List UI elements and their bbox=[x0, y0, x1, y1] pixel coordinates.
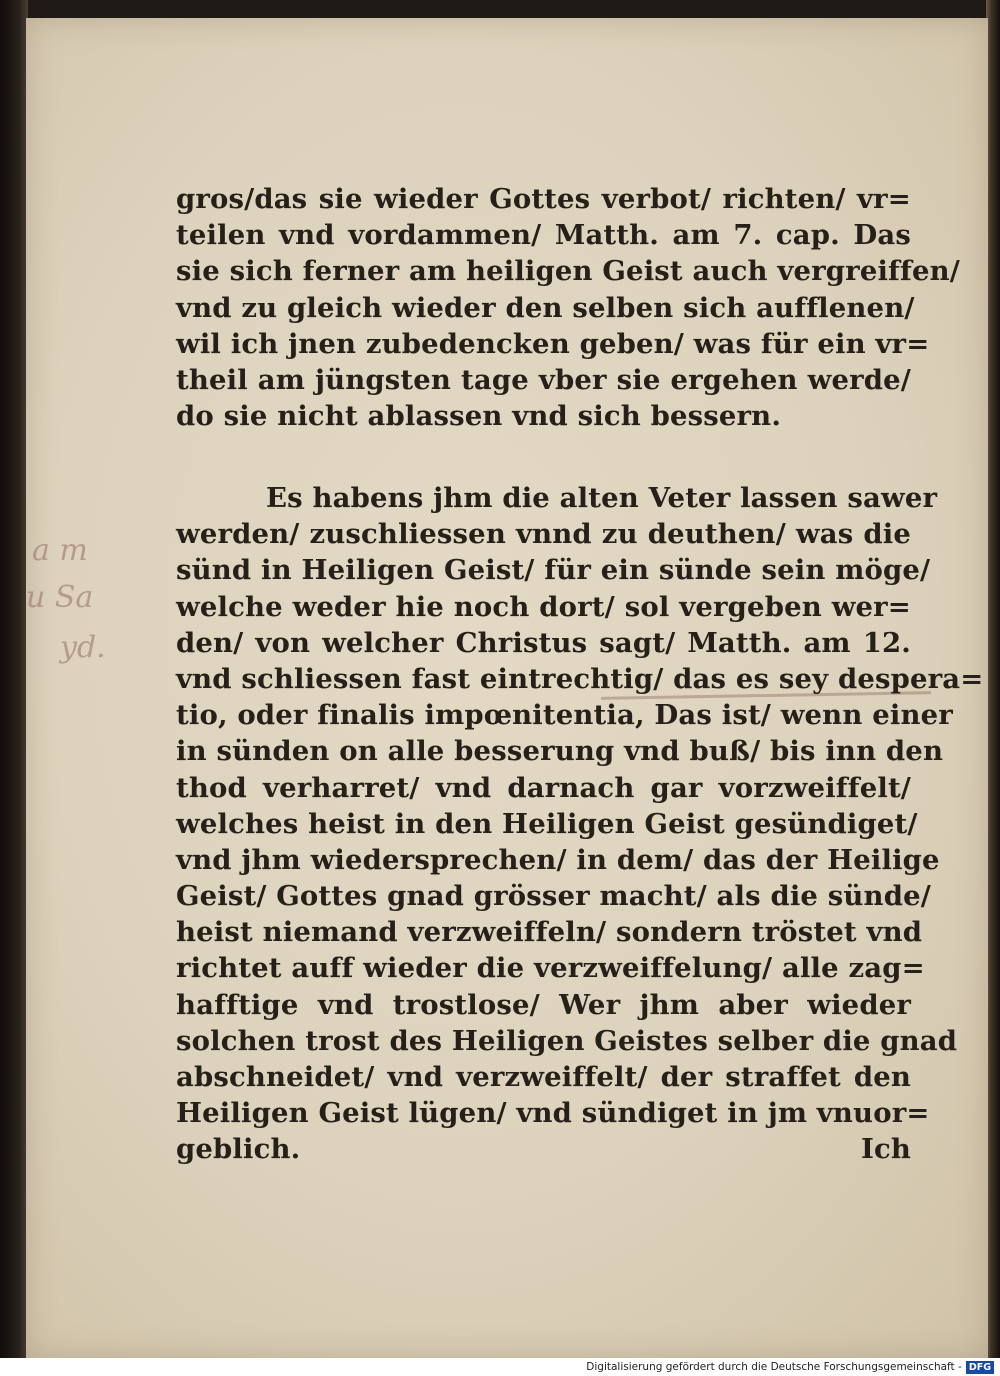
text-line: theil am jüngsten tage vber sie ergehen werde/ bbox=[176, 363, 911, 396]
text-line: sünd in Heiligen Geist/ für ein sünde sein möge/ bbox=[176, 554, 931, 587]
dfg-logo: DFG bbox=[966, 1361, 994, 1374]
text-line: hafftige vnd trostlose/ Wer jhm aber wieder bbox=[176, 988, 911, 1021]
scan-edge-right bbox=[986, 0, 1000, 1360]
text-line: werden/ zuschliessen vnnd zu deuthen/ was die bbox=[176, 518, 911, 551]
margin-handwriting-1: a m bbox=[32, 533, 88, 568]
text-line: sie sich ferner am heiligen Geist auch vergreiffen/ bbox=[176, 255, 961, 288]
catchword: Ich bbox=[860, 1133, 911, 1166]
text-line: tio, oder finalis impœnitentia, Das ist/ wenn einer bbox=[176, 699, 953, 732]
digitization-footer bbox=[0, 1358, 1000, 1376]
text-line: vnd schliessen fast eintrechtig/ das es sey despera= bbox=[176, 662, 984, 695]
text-line: gros/das sie wieder Gottes verbot/ richten/ vr= bbox=[176, 183, 911, 215]
text-line: den/ von welcher Christus sagt/ Matth. am 12. bbox=[176, 626, 911, 659]
book-page bbox=[26, 18, 988, 1358]
text-line: geblich. bbox=[176, 1133, 301, 1166]
text-line: Geist/ Gottes gnad grösser macht/ als die sünde/ bbox=[176, 880, 931, 913]
paragraph-2 bbox=[176, 480, 984, 1168]
text-line: heist niemand verzweiffeln/ sondern tröstet vnd bbox=[176, 916, 923, 949]
footer-credit: Digitalisierung gefördert durch die Deutsche Forschungsgemeinschaft - bbox=[586, 1361, 962, 1373]
text-line: in sünden on alle besserung vnd buß/ bis inn den bbox=[176, 735, 944, 768]
text-line: abschneidet/ vnd verzweiffelt/ der straffet den bbox=[176, 1061, 911, 1093]
text-line: welches heist in den Heiligen Geist gesündiget/ bbox=[176, 807, 918, 840]
text-line: vnd jhm wiedersprechen/ in dem/ das der Heilige bbox=[176, 843, 940, 876]
text-line: thod verharret/ vnd darnach gar vorzweiffelt/ bbox=[176, 771, 911, 804]
margin-handwriting-2: u Sa bbox=[26, 580, 94, 615]
text-line: welche weder hie noch dort/ sol vergeben wer= bbox=[176, 590, 911, 623]
paragraph-1 bbox=[176, 181, 961, 434]
text-line: richtet auff wieder die verzweiffelung/ alle zag= bbox=[176, 952, 925, 985]
text-line: Es habens jhm die alten Veter lassen sawer bbox=[266, 482, 938, 514]
last-line-with-catchword bbox=[176, 1131, 911, 1167]
text-line: vnd zu gleich wieder den selben sich aufflenen/ bbox=[176, 291, 915, 324]
text-line: do sie nicht ablassen vnd sich bessern. bbox=[176, 400, 782, 433]
margin-handwriting-3: yd. bbox=[60, 630, 106, 665]
text-line: teilen vnd vordammen/ Matth. am 7. cap. Das bbox=[176, 219, 911, 252]
scan-edge-left bbox=[0, 0, 28, 1360]
text-line: wil ich jnen zubedencken geben/ was für ein vr= bbox=[176, 327, 930, 360]
text-line: solchen trost des Heiligen Geistes selber die gnad bbox=[176, 1024, 958, 1057]
text-line: Heiligen Geist lügen/ vnd sündiget in jm vnuor= bbox=[176, 1097, 930, 1130]
